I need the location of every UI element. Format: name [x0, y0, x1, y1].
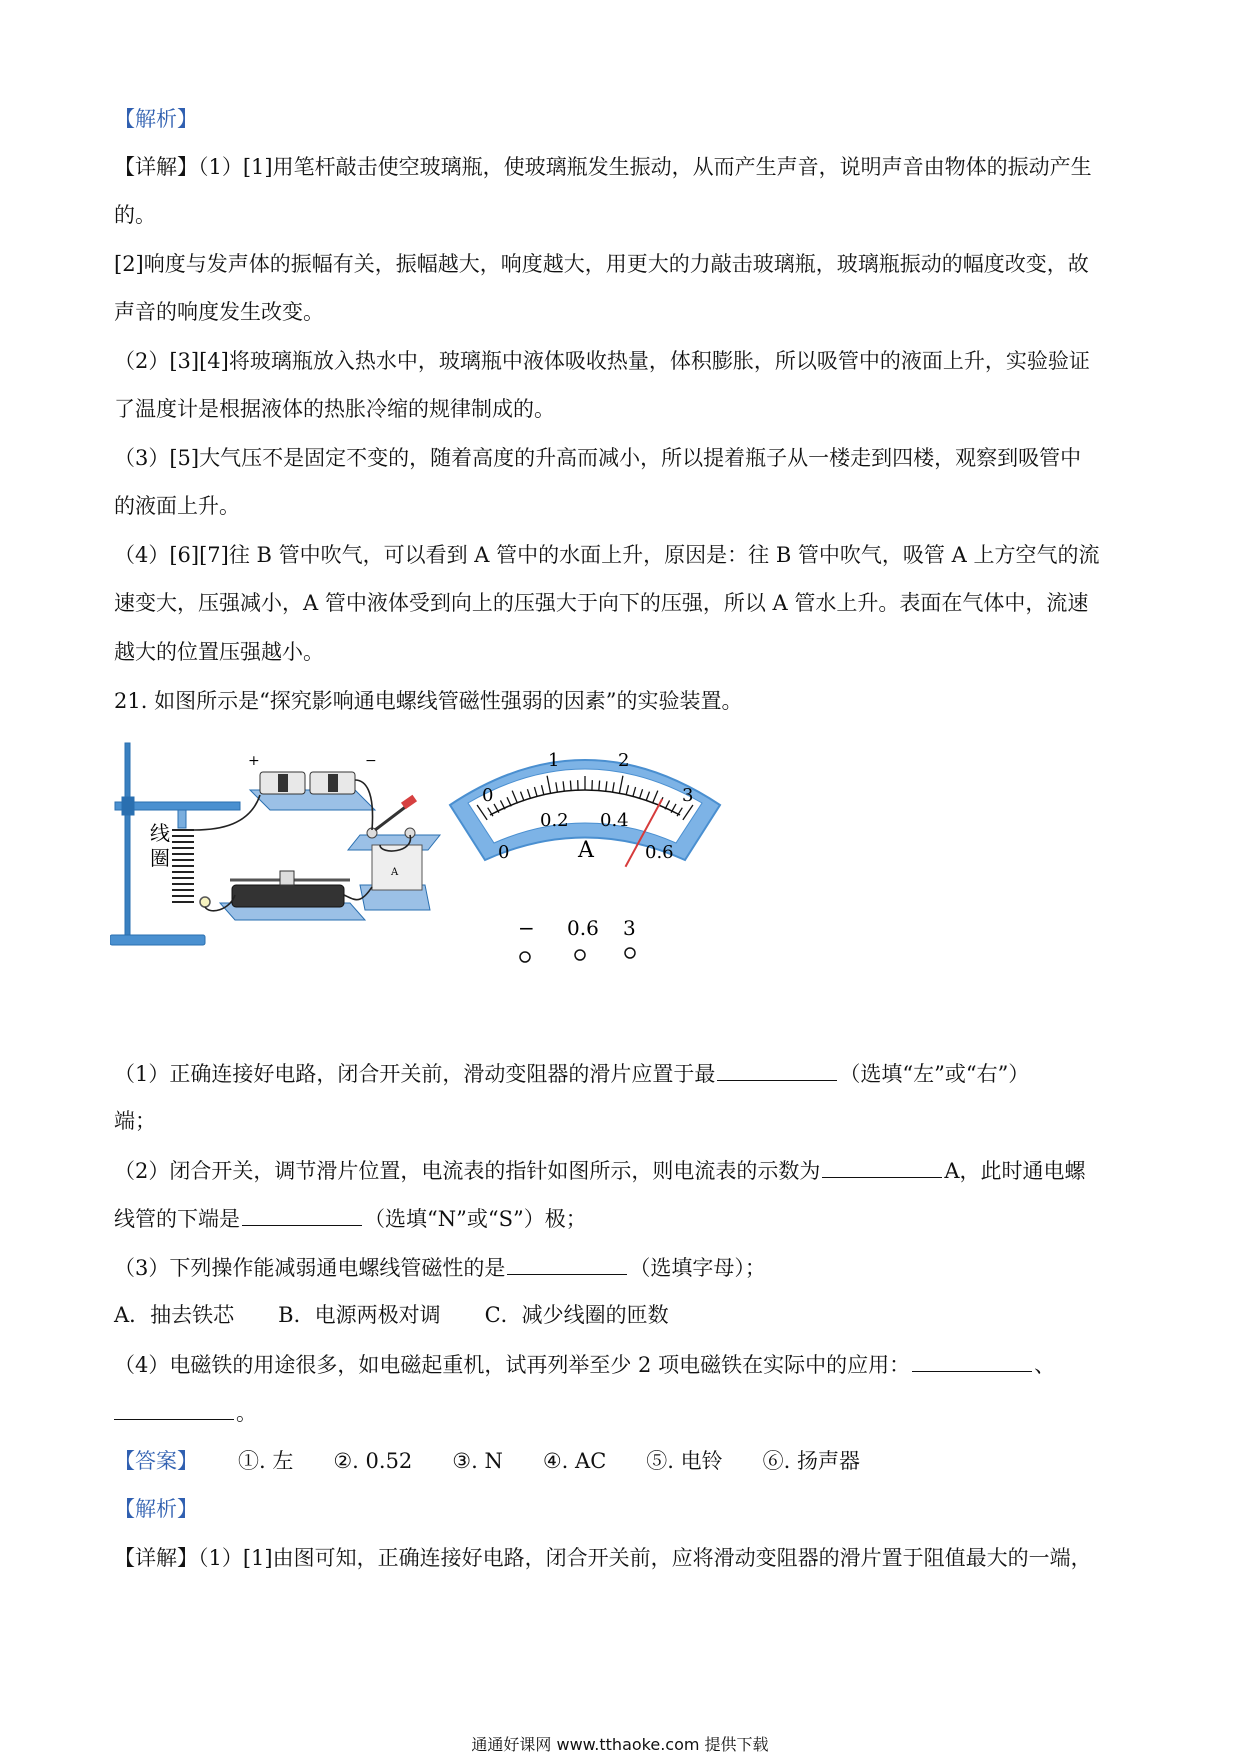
detail-line: 速变大，压强减小，A 管中液体受到向上的压强大于向下的压强，所以 A 管水上升。表面在气体中，流速 — [114, 588, 1088, 618]
detail-tag: 【详解】 — [114, 155, 198, 179]
detail-text: （1）[1]用笔杆敲击使空玻璃瓶，使玻璃瓶发生振动，从而产生声音，说明声音由物体的振动产生 — [198, 155, 1092, 179]
answer-item: ①. 左 — [238, 1446, 293, 1476]
dial-tick — [570, 781, 571, 791]
sub-question-3 — [114, 1252, 766, 1283]
answer-item: ②. 0.52 — [333, 1446, 412, 1476]
detail-line: [2]响度与发声体的振幅有关，振幅越大，响度越大，用更大的力敲击玻璃瓶，玻璃瓶振动的幅度改变，故 — [114, 249, 1089, 279]
dial-label-bottom: 0 — [498, 842, 509, 863]
coil-label: 圈 — [150, 846, 170, 870]
q-text: A，此时通电螺 — [944, 1159, 1085, 1183]
dial-label-top: 1 — [548, 750, 559, 771]
detail-line: 越大的位置压强越小。 — [114, 637, 324, 667]
sub-question-2 — [114, 1155, 1086, 1186]
q-text: （选填“左”或“右”） — [839, 1062, 1029, 1086]
q-text: 、 — [1034, 1353, 1055, 1377]
sub-question-2-cont — [114, 1203, 587, 1234]
analysis-tag: 【解析】 — [114, 1494, 198, 1524]
answer-blank[interactable] — [912, 1349, 1032, 1372]
sub-question-4-cont — [114, 1397, 257, 1428]
answer-blank[interactable] — [822, 1155, 942, 1178]
coil-label: 线 — [150, 821, 170, 845]
experiment-figure — [110, 735, 810, 975]
dial-tick — [599, 781, 600, 791]
dial-label-bottom: 0.4 — [600, 810, 629, 831]
question-stem: 21. 如图所示是“探究影响通电螺线管磁性强弱的因素”的实验装置。 — [114, 686, 743, 716]
detail-line: （2）[3][4]将玻璃瓶放入热水中，玻璃瓶中液体吸收热量，体积膨胀，所以吸管中的液面上升，实验验证 — [114, 346, 1090, 376]
detail-text: （1）[1]由图可知，正确连接好电路，闭合开关前，应将滑动变阻器的滑片置于阻值最大的一端， — [198, 1546, 1092, 1570]
q-text: （选填“N”或“S”）极； — [364, 1207, 587, 1231]
q-text: （1）正确连接好电路，闭合开关前，滑动变阻器的滑片应置于最 — [114, 1062, 715, 1086]
q-text: （3）下列操作能减弱通电螺线管磁性的是 — [114, 1256, 505, 1280]
dial-label-top: 2 — [618, 750, 629, 771]
q-text: 线管的下端是 — [114, 1207, 240, 1231]
slide-rheostat — [220, 871, 365, 920]
terminal-label: 3 — [623, 916, 636, 940]
q-text: （选填字母）； — [629, 1256, 766, 1280]
q-text: （2）闭合开关，调节滑片位置，电流表的指针如图所示，则电流表的示数为 — [114, 1159, 820, 1183]
detail-line: 了温度计是根据液体的热胀冷缩的规律制成的。 — [114, 394, 555, 424]
answer-blank[interactable] — [717, 1058, 837, 1081]
ammeter-small-letter: A — [390, 867, 399, 878]
detail-line: 的液面上升。 — [114, 491, 240, 521]
answer-tag: 【答案】 — [114, 1449, 198, 1473]
answer-item: ④. AC — [543, 1446, 606, 1476]
terminal-label: − — [518, 916, 535, 940]
battery — [250, 772, 375, 810]
terminal-post — [520, 952, 530, 962]
answer-blank[interactable] — [507, 1252, 627, 1275]
terminal-post — [575, 950, 585, 960]
dial-label-bottom: 0.6 — [645, 842, 674, 863]
detail-line: （3）[5]大气压不是固定不变的，随着高度的升高而减小，所以提着瓶子从一楼走到四楼，观察到吸管中 — [114, 443, 1081, 473]
detail-line — [114, 152, 1092, 182]
solenoid-coil — [172, 830, 210, 907]
detail-line: 的。 — [114, 200, 156, 230]
answer-blank[interactable] — [114, 1397, 234, 1420]
terminal-label: 0.6 — [567, 916, 599, 940]
sub-question-1-cont: 端； — [114, 1106, 156, 1136]
ammeter-dial — [450, 750, 720, 962]
q-text: 。 — [236, 1401, 257, 1425]
terminal-post — [625, 948, 635, 958]
detail-line: 声音的响度发生改变。 — [114, 297, 324, 327]
answer-item: ⑤. 电铃 — [646, 1446, 722, 1476]
answer-blank[interactable] — [242, 1203, 362, 1226]
page-footer: 通通好课网 www.tthaoke.com 提供下载 — [0, 1732, 1240, 1755]
option-a: A．抽去铁芯 — [114, 1300, 234, 1330]
option-c: C．减少线圈的匝数 — [485, 1300, 669, 1330]
battery-minus: − — [365, 753, 377, 769]
ammeter-small — [360, 845, 430, 910]
option-b: B．电源两极对调 — [278, 1300, 440, 1330]
battery-plus: + — [248, 753, 260, 769]
sub-question-4 — [114, 1349, 1055, 1380]
detail-line: （4）[6][7]往 B 管中吹气，可以看到 A 管中的水面上升，原因是：往 B 管中吹气，吸管 A 上方空气的流 — [114, 540, 1099, 570]
answer-row — [114, 1446, 860, 1476]
options-row — [114, 1300, 713, 1330]
sub-question-1 — [114, 1058, 1029, 1089]
analysis-tag: 【解析】 — [114, 104, 198, 134]
iron-stand — [110, 743, 240, 945]
dial-label-top: 3 — [682, 785, 693, 806]
detail-tag: 【详解】 — [114, 1546, 198, 1570]
dial-label-bottom: 0.2 — [540, 810, 569, 831]
answer-item: ③. N — [452, 1446, 503, 1476]
dial-unit-letter: A — [577, 838, 595, 863]
detail-line — [114, 1543, 1092, 1573]
dial-label-top: 0 — [482, 785, 493, 806]
answer-item: ⑥. 扬声器 — [763, 1446, 860, 1476]
q-text: （4）电磁铁的用途很多，如电磁起重机，试再列举至少 2 项电磁铁在实际中的应用： — [114, 1353, 910, 1377]
